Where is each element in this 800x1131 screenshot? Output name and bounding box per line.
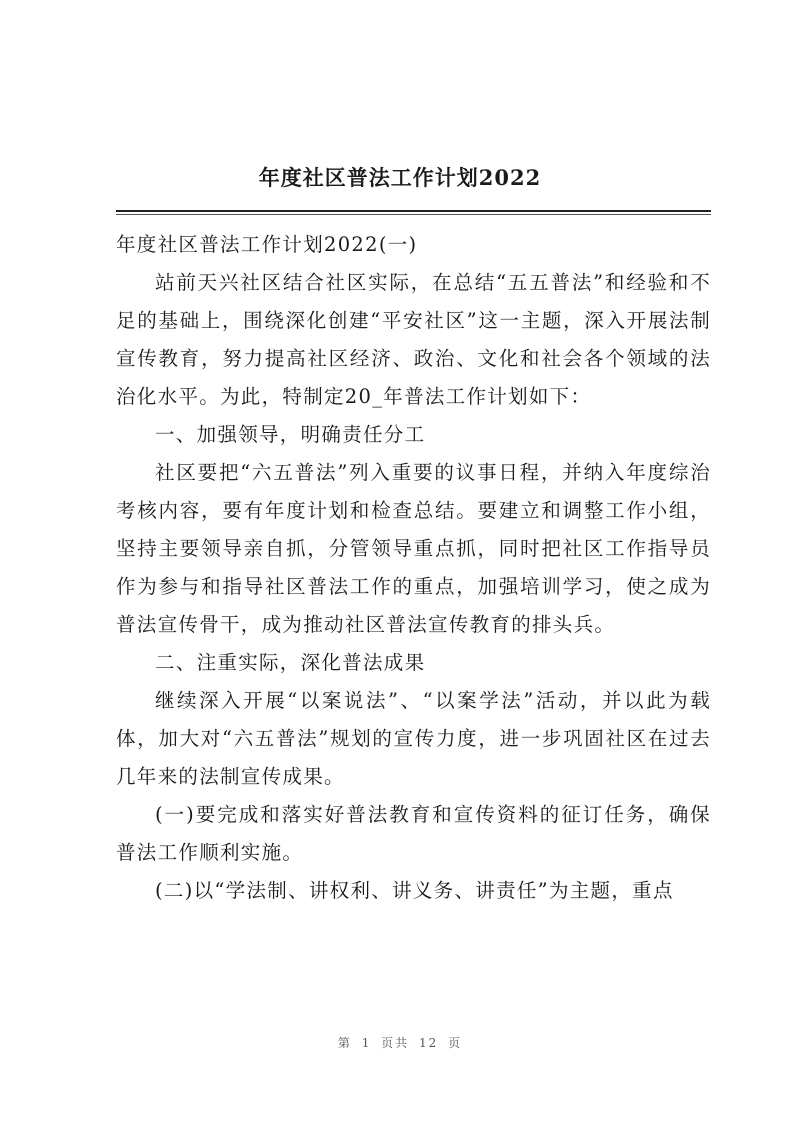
intro-paragraph: 站前天兴社区结合社区实际，在总结“五五普法”和经验和不足的基础上，围绕深化创建“平安社区”这一主题，深入开展法制宣传教育，努力提高社区经济、政治、文化和社会各个领域的法治化水平。为此，特制定20_年普法工作计划如下： [116,271,711,408]
document-body [116,226,711,910]
document-title: 年度社区普法工作计划2022 [258,165,542,190]
section-heading-2: 二、注重实际，深化普法成果 [155,651,426,674]
section-heading-1: 一、加强领导，明确责任分工 [155,423,426,446]
title-divider-thin [116,214,711,215]
subtitle-paragraph: 年度社区普法工作计划2022(一) [116,233,418,256]
section-2-paragraph: 继续深入开展“以案说法”、“以案学法”活动，并以此为载体，加大对“六五普法”规划的宣传力度，进一步巩固社区在过去几年来的法制宣传成果。 [116,689,711,788]
item-1-paragraph: (一)要完成和落实好普法教育和宣传资料的征订任务，确保普法工作顺利实施。 [116,803,711,864]
page-footer: 第 1 页共 12 页 [337,1036,463,1050]
section-1-paragraph: 社区要把“六五普法”列入重要的议事日程，并纳入年度综治考核内容，要有年度计划和检查总结。要建立和调整工作小组，坚持主要领导亲自抓，分管领导重点抓，同时把社区工作指导员作为参与和指导社区普法工作的重点，加强培训学习，使之成为普法宣传骨干，成为推动社区普法宣传教育的排头兵。 [116,461,711,636]
title-divider-thick [116,210,711,212]
item-2-paragraph: (二)以“学法制、讲权利、讲义务、讲责任”为主题，重点 [155,879,674,902]
